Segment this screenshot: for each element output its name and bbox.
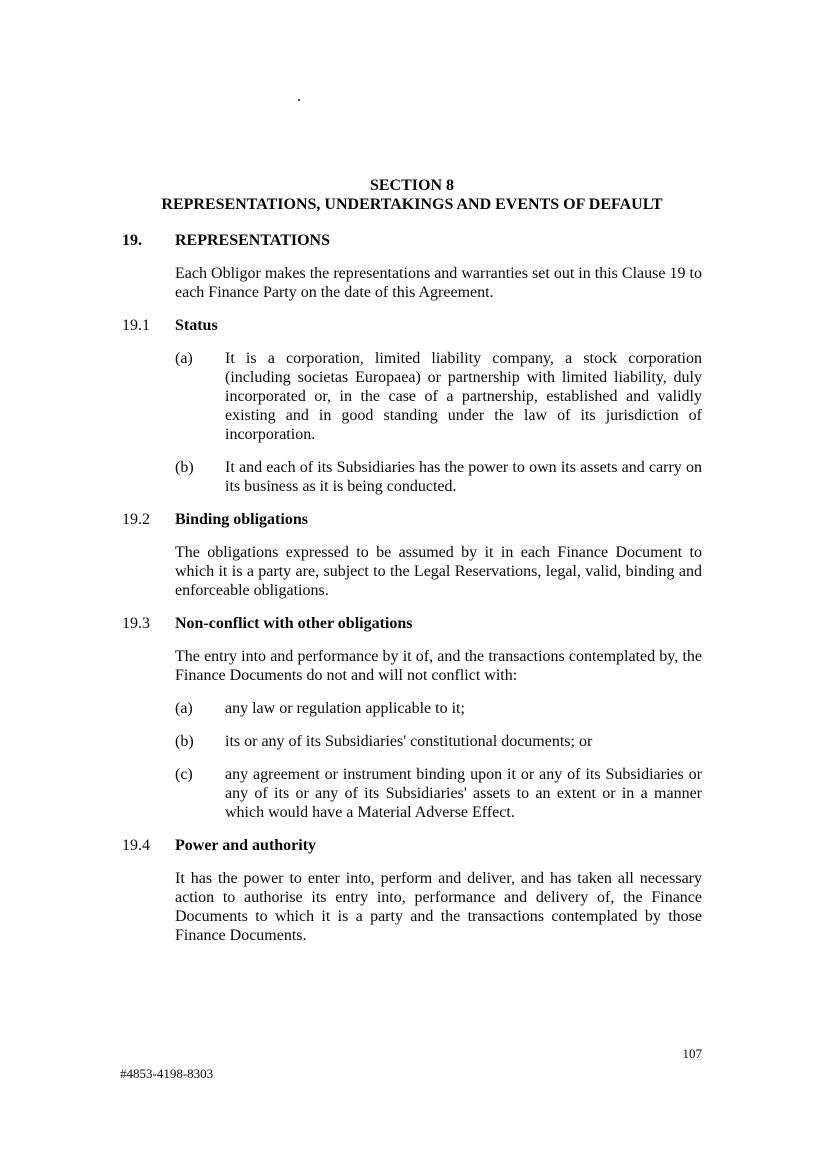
document-reference-number: #4853-4198-8303 — [120, 1066, 214, 1081]
list-item-label: (a) — [175, 350, 193, 367]
section-number: 19. — [122, 232, 142, 249]
section-title: Status — [175, 317, 218, 334]
list-item — [175, 732, 702, 751]
list-item — [175, 699, 702, 718]
list-item — [175, 765, 702, 822]
list-item-label: (b) — [175, 733, 194, 750]
list-item — [175, 458, 702, 496]
list-item-text: It is a corporation, limited liability company, a stock corporation (including societas Europaea) or partnership with limited liability, duly incorporated or, in the case of a partnership, established and validly existing and in good standing under the law of its jurisdiction of incorporation. — [225, 350, 702, 443]
section-content — [175, 614, 702, 836]
list-item — [175, 349, 702, 444]
section — [122, 231, 702, 316]
section — [122, 510, 702, 614]
section-title: Power and authority — [175, 837, 317, 854]
section-content — [175, 231, 702, 316]
section — [122, 614, 702, 836]
section-heading-line2: REPRESENTATIONS, UNDERTAKINGS AND EVENTS OF DEFAULT — [161, 196, 663, 213]
section-number: 19.2 — [122, 511, 150, 528]
ink-dot-artifact — [298, 99, 300, 101]
page-number: 107 — [682, 1046, 702, 1061]
section-title: Binding obligations — [175, 511, 308, 528]
document-content — [122, 176, 702, 959]
list-item-text: its or any of its Subsidiaries' constitutional documents; or — [225, 733, 593, 750]
list-item-text: It and each of its Subsidiaries has the power to own its assets and carry on its business as it is being conducted. — [225, 459, 702, 495]
section-content — [175, 836, 702, 959]
document-body — [122, 231, 702, 959]
list-item-label: (c) — [175, 766, 193, 783]
section — [122, 836, 702, 959]
section — [122, 316, 702, 510]
section-heading — [122, 176, 702, 214]
section-heading-line1: SECTION 8 — [369, 177, 455, 194]
section-number: 19.3 — [122, 615, 150, 632]
list-item-label: (b) — [175, 459, 194, 476]
section-number: 19.4 — [122, 837, 150, 854]
section-paragraph: The entry into and performance by it of, and the transactions contemplated by, the Finance Documents do not and will not conflict with: — [175, 648, 702, 684]
section-paragraph: It has the power to enter into, perform and deliver, and has taken all necessary action to authorise its entry into, performance and delivery of, the Finance Documents to which it is a party and the transactions contemplated by those Finance Documents. — [175, 870, 702, 944]
section-content — [175, 510, 702, 614]
section-number: 19.1 — [122, 317, 150, 334]
section-title: REPRESENTATIONS — [175, 232, 330, 249]
section-content — [175, 316, 702, 510]
list-item-text: any agreement or instrument binding upon it or any of its Subsidiaries or any of its or any of its Subsidiaries' assets to an extent or in a manner which would have a Material Adverse Effect. — [225, 766, 702, 821]
list-item-label: (a) — [175, 700, 193, 717]
section-title: Non-conflict with other obligations — [175, 615, 413, 632]
section-paragraph: Each Obligor makes the representations and warranties set out in this Clause 19 to each Finance Party on the date of this Agreement. — [175, 265, 702, 301]
list-item-text: any law or regulation applicable to it; — [225, 700, 465, 717]
section-paragraph: The obligations expressed to be assumed by it in each Finance Document to which it is a party are, subject to the Legal Reservations, legal, valid, binding and enforceable obligations. — [175, 544, 702, 599]
